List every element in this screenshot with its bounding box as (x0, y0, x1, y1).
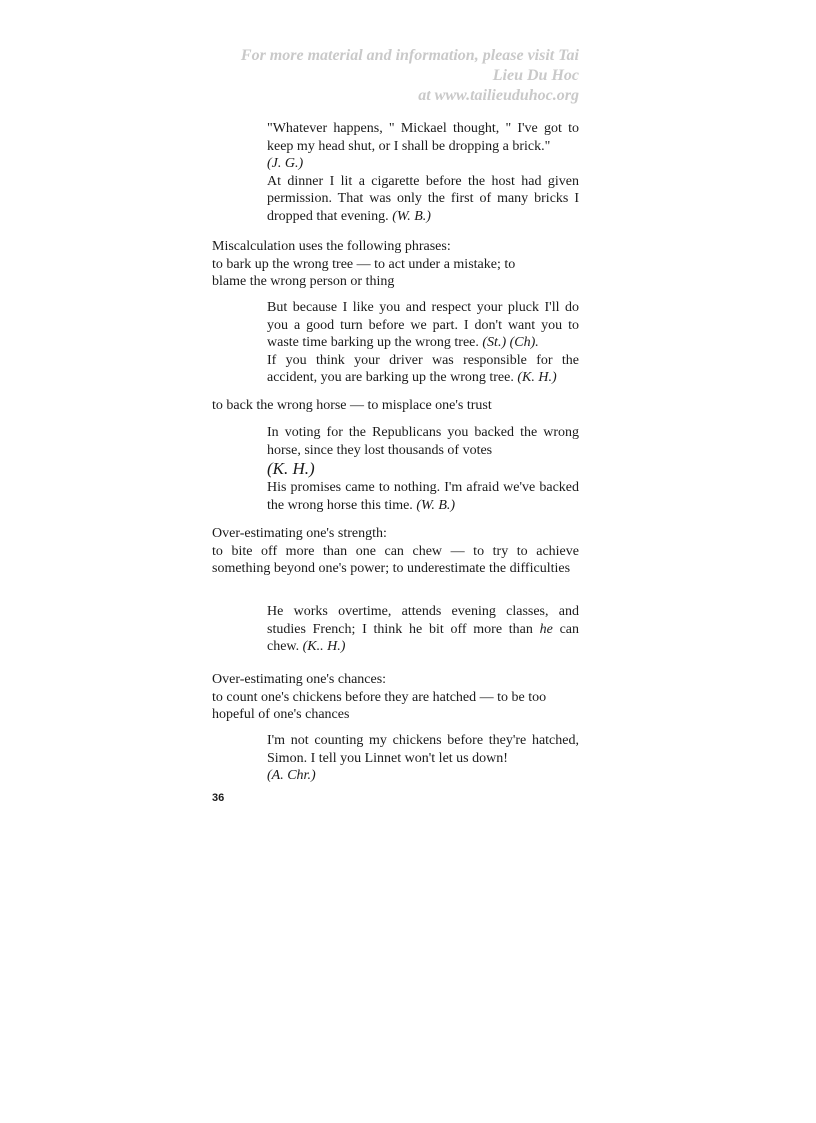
emphasis-word: he (539, 621, 553, 637)
watermark-line-2: Lieu Du Hoc (492, 67, 579, 84)
quote-source: (W. B.) (392, 208, 431, 224)
quote-text: But because I like you and respect your pluck I'll do you a good turn before we part. I don't want you to waste time barking up the wrong tree. (St.) (Ch). (267, 300, 579, 350)
quote-text: I'm not counting my chickens before they're hatched, Simon. I tell you Linnet won't let us down! (267, 733, 579, 766)
quote-text: In voting for the Republicans you backed the wrong horse, since they lost thousands of votes (267, 425, 579, 458)
quote-source: (J. G.) (267, 156, 304, 171)
bite-off-quote-block (267, 603, 579, 656)
quote-source: (St.) (Ch). (482, 335, 539, 350)
watermark-line-3: at www.tailieuduhoc.org (418, 87, 579, 104)
quote-source: (K. H.) (267, 459, 315, 478)
brick-quote-block (267, 120, 579, 225)
quote-text: If you think your driver was responsible for the accident, you are barking up the wrong tree. (K. H.) (267, 352, 579, 385)
bark-tree-quote-block (267, 299, 579, 387)
definition-line: to count one's chickens before they are hatched — to be too (212, 689, 547, 705)
page-number: 36 (212, 792, 225, 804)
quote-source: (K. H.) (517, 370, 557, 385)
section-heading: Miscalculation uses the following phrases: (212, 239, 451, 254)
definition-line: blame the wrong person or thing (212, 274, 395, 289)
overestimating-strength-section (212, 525, 579, 578)
definition-line: to bite off more than one can chew — to try to achieve something beyond one's power; to underestimate the difficulties (212, 543, 579, 576)
watermark-line-1: For more material and information, please visit Tai (240, 47, 579, 64)
quote-text: At dinner I lit a cigarette before the host had given permission. That was only the first of many bricks I dropped that evening. (W. B.) (267, 173, 579, 224)
quote-source: (A. Chr.) (267, 768, 316, 783)
back-horse-section (212, 397, 579, 415)
watermark (200, 46, 579, 106)
quote-text: His promises came to nothing. I'm afraid we've backed the wrong horse this time. (W. B.) (267, 480, 579, 513)
miscalculation-section (212, 238, 579, 291)
section-heading: Over-estimating one's strength: (212, 526, 387, 541)
overestimating-chances-section (212, 671, 579, 724)
section-heading: Over-estimating one's chances: (212, 672, 387, 687)
definition-line: to back the wrong horse — to misplace one's trust (212, 398, 492, 413)
back-horse-quote-block (267, 424, 579, 514)
definition-line: hopeful of one's chances (212, 707, 350, 722)
quote-source: (W. B.) (416, 497, 456, 513)
definition-line: to bark up the wrong tree — to act under a mistake; to (212, 256, 516, 272)
chickens-quote-block (267, 732, 579, 785)
quote-text: "Whatever happens, " Mickael thought, " I've got to keep my head shut, or I shall be dropping a brick." (267, 121, 579, 154)
quote-source: (K.. H.) (302, 639, 346, 654)
quote-text: He works overtime, attends evening classes, and studies French; I think he bit off more than he can chew. (K.. H.) (267, 604, 580, 654)
